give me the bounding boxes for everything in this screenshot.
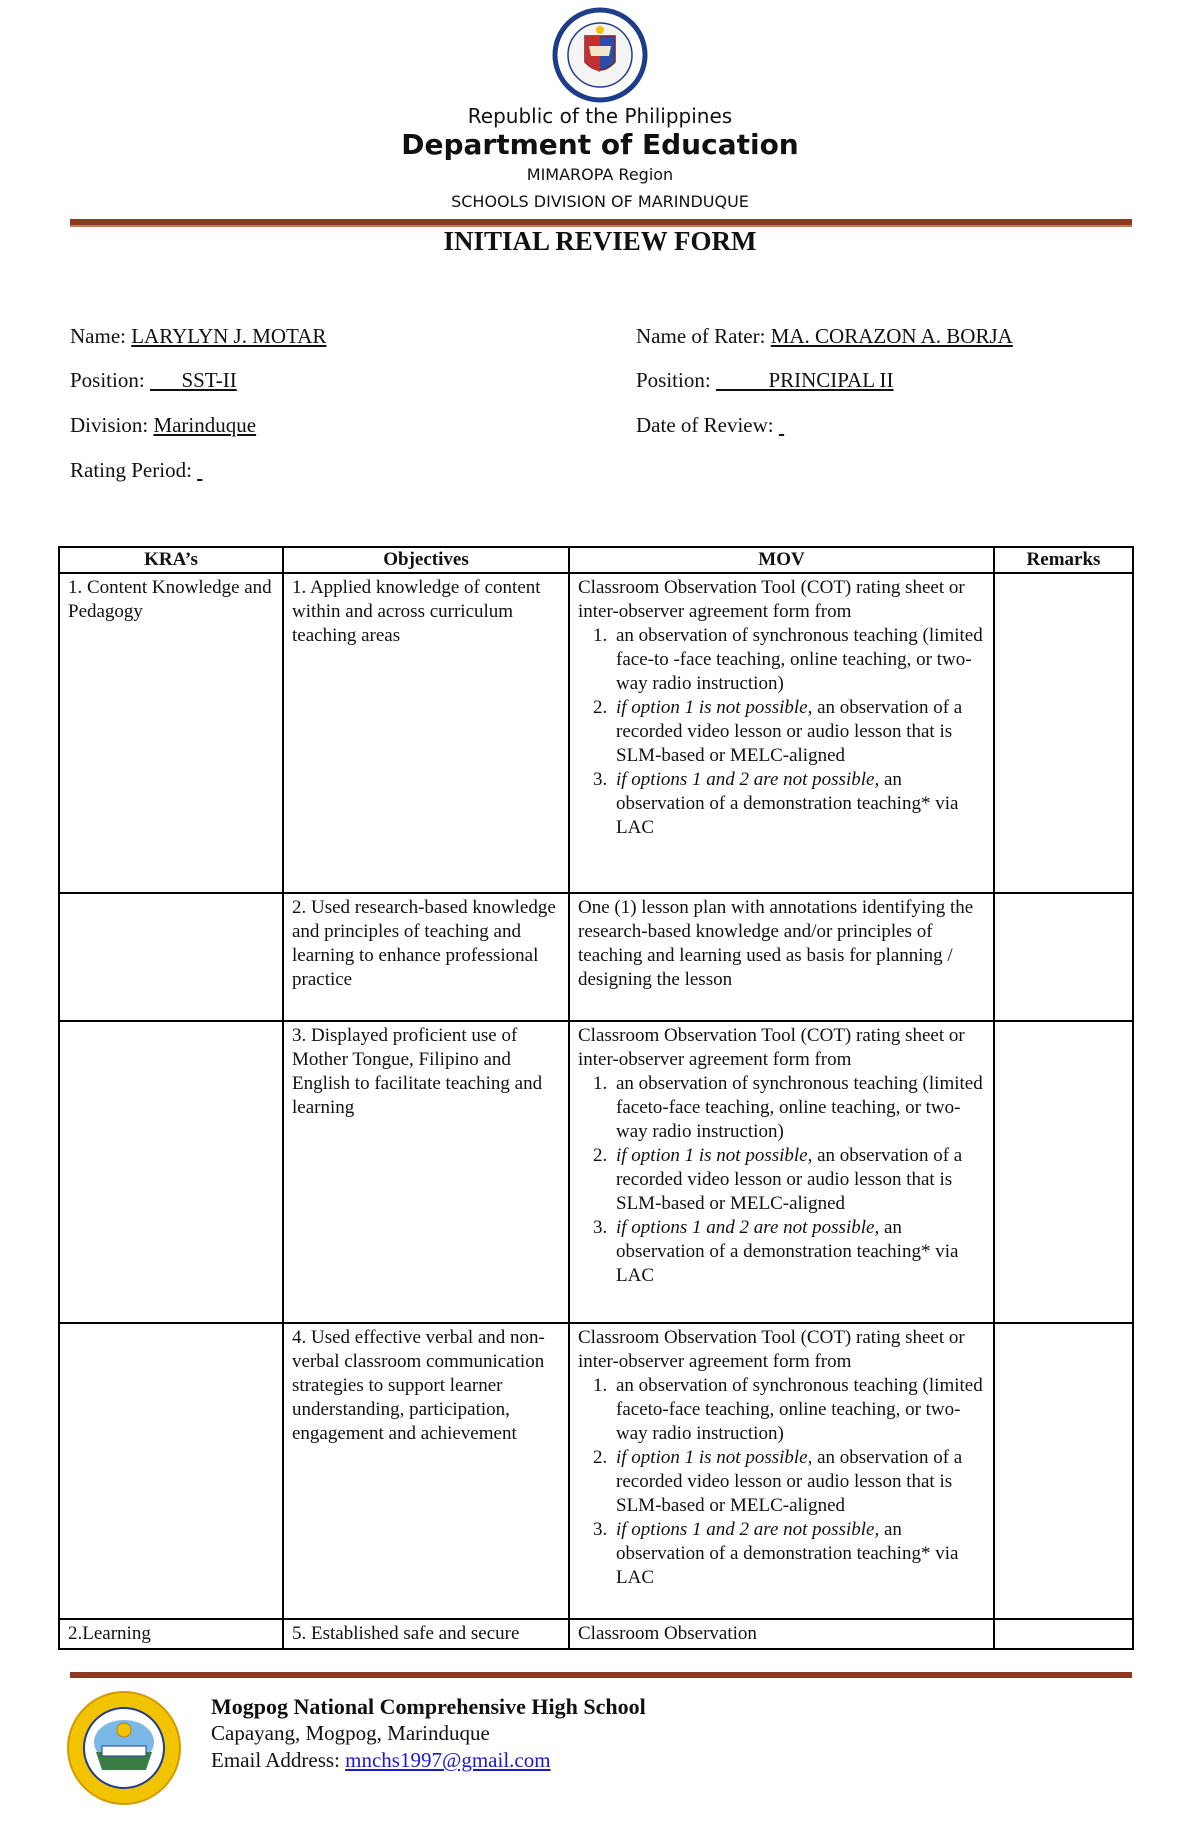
mov-options-list [578, 624, 985, 840]
mov-intro: Classroom Observation [578, 1623, 757, 1644]
division-value[interactable]: Marinduque [153, 413, 257, 437]
email-link[interactable]: mnchs1997@gmail.com [345, 1748, 551, 1772]
mov-option: 3. if options 1 and 2 are not possible, an observation of a demonstration teaching* via LAC [612, 1216, 985, 1288]
division-field [70, 413, 533, 438]
mov-option: 2. if option 1 is not possible, an observation of a recorded video lesson or audio lesson that is SLM-based or MELC-aligned [612, 1446, 985, 1518]
objective-cell: 1. Applied knowledge of content within and across curriculum teaching areas [283, 573, 569, 893]
department-name: Department of Education [401, 128, 799, 161]
table-row [59, 893, 1133, 1021]
mov-cell [569, 1021, 994, 1323]
remarks-cell[interactable] [994, 1323, 1133, 1619]
remarks-cell[interactable] [994, 1619, 1133, 1649]
date-of-review-value[interactable] [779, 413, 1075, 438]
rating-period-value[interactable] [197, 458, 549, 483]
division-label: Division: [70, 413, 149, 437]
date-of-review-field [636, 413, 1075, 438]
kra-cell [59, 1021, 283, 1323]
remarks-cell[interactable] [994, 1021, 1133, 1323]
kra-cell [59, 893, 283, 1021]
region-line: MIMAROPA Region [526, 165, 674, 184]
rater-position-value[interactable]: PRINCIPAL II [768, 368, 894, 392]
mov-intro: Classroom Observation Tool (COT) rating sheet or inter-observer agreement form from [578, 1327, 965, 1372]
table-row [59, 1323, 1133, 1619]
name-label: Name: [70, 324, 126, 348]
rater-value[interactable]: MA. CORAZON A. BORJA [770, 324, 1013, 348]
republic-line: Republic of the Philippines [467, 104, 733, 128]
mov-option: 2. if option 1 is not possible, an observation of a recorded video lesson or audio lesson that is SLM-based or MELC-aligned [612, 1144, 985, 1216]
mov-intro: One (1) lesson plan with annotations identifying the research-based knowledge and/or principles of teaching and learning used as basis for planning / designing the lesson [578, 897, 974, 990]
name-field [70, 324, 449, 349]
mov-options-list [578, 1374, 985, 1590]
name-value[interactable]: LARYLYN J. MOTAR [131, 324, 327, 348]
division-line: SCHOOLS DIVISION OF MARINDUQUE [451, 192, 749, 211]
header-kra: KRA’s [59, 547, 283, 573]
rater-position-field [636, 368, 1088, 393]
rater-field [636, 324, 1086, 349]
objective-cell: 4. Used effective verbal and non-verbal classroom communication strategies to support learner understanding, participation, engagement and achievement [283, 1323, 569, 1619]
mov-option: 1. an observation of synchronous teaching (limited faceto-face teaching, online teaching, or two-way radio instruction) [612, 1374, 985, 1446]
kra-cell: 2.Learning [59, 1619, 283, 1649]
position-field [70, 368, 542, 393]
kra-cell: 1. Content Knowledge and Pedagogy [59, 573, 283, 893]
mov-cell [569, 1619, 994, 1649]
header-remarks: Remarks [994, 547, 1133, 573]
objective-cell: 5. Established safe and secure [283, 1619, 569, 1649]
remarks-cell[interactable] [994, 573, 1133, 893]
mov-intro: Classroom Observation Tool (COT) rating sheet or inter-observer agreement form from [578, 1025, 965, 1070]
position-label: Position: [70, 368, 145, 392]
date-of-review-label: Date of Review: [636, 413, 774, 437]
objective-cell: 2. Used research-based knowledge and principles of teaching and learning to enhance professional practice [283, 893, 569, 1021]
mov-cell [569, 573, 994, 893]
rater-position-label: Position: [636, 368, 711, 392]
school-email [211, 1748, 551, 1773]
header-objectives: Objectives [283, 547, 569, 573]
mov-option: 1. an observation of synchronous teaching (limited face-to -face teaching, online teaching, or two-way radio instruction) [612, 624, 985, 696]
table-header-row [59, 547, 1133, 573]
objective-cell: 3. Displayed proficient use of Mother Tongue, Filipino and English to facilitate teaching and learning [283, 1021, 569, 1323]
table-row [59, 1619, 1133, 1649]
school-name: Mogpog National Comprehensive High School [211, 1694, 646, 1719]
footer-divider [70, 1672, 1132, 1678]
table-row [59, 573, 1133, 893]
rater-label: Name of Rater: [636, 324, 766, 348]
deped-seal [525, 6, 675, 104]
form-title: INITIAL REVIEW FORM [443, 226, 757, 256]
mov-option: 3. if options 1 and 2 are not possible, an observation of a demonstration teaching* via LAC [612, 768, 985, 840]
position-value[interactable]: SST-II [181, 368, 237, 392]
rating-period-label: Rating Period: [70, 458, 192, 482]
mov-cell [569, 893, 994, 1021]
header-mov: MOV [569, 547, 994, 573]
kra-cell [59, 1323, 283, 1619]
mov-cell [569, 1323, 994, 1619]
mov-option: 2. if option 1 is not possible, an observation of a recorded video lesson or audio lesson that is SLM-based or MELC-aligned [612, 696, 985, 768]
school-address: Capayang, Mogpog, Marinduque [211, 1721, 490, 1745]
review-table [58, 546, 1134, 1650]
mov-option: 1. an observation of synchronous teaching (limited faceto-face teaching, online teaching, or two-way radio instruction) [612, 1072, 985, 1144]
table-row [59, 1021, 1133, 1323]
mov-option: 3. if options 1 and 2 are not possible, an observation of a demonstration teaching* via LAC [612, 1518, 985, 1590]
mov-options-list [578, 1072, 985, 1288]
remarks-cell[interactable] [994, 893, 1133, 1021]
mov-intro: Classroom Observation Tool (COT) rating sheet or inter-observer agreement form from [578, 577, 965, 622]
email-label: Email Address: [211, 1748, 340, 1772]
school-logo [66, 1690, 182, 1806]
rating-period-field [70, 458, 549, 483]
